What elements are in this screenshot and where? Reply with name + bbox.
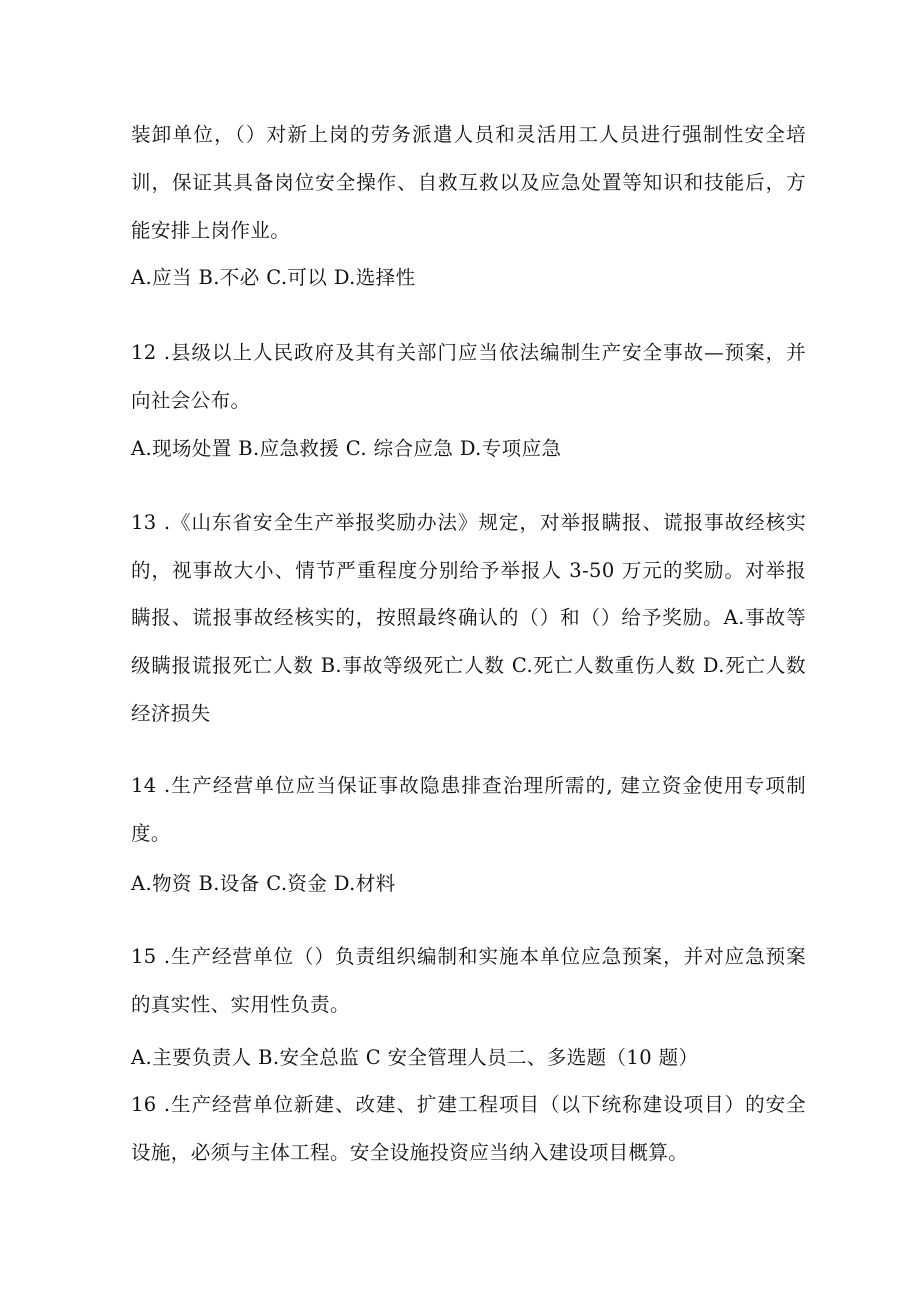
q15-options: A.主要负责人 B.安全总监 C 安全管理人员二、多选题（10 题） — [131, 1046, 699, 1069]
q16-line-1: 16 .生产经营单位新建、改建、扩建工程项目（以下统称建设项目）的安全 — [131, 1093, 806, 1116]
q16-line-2: 设施，必须与主体工程。安全设施投资应当纳入建设项目概算。 — [131, 1141, 689, 1164]
q12-line-2: 向社会公布。 — [131, 389, 251, 412]
q15-line-2: 的真实性、实用性负责。 — [131, 993, 350, 1016]
q13-line-3: 瞒报、谎报事故经核实的，按照最终确认的（）和（）给予奖励。A.事故等 — [131, 606, 806, 629]
q14-options: A.物资 B.设备 C.资金 D.材料 — [131, 872, 396, 895]
q12-line-1: 12 .县级以上人民政府及其有关部门应当依法编制生产安全事故—预案，并 — [131, 341, 806, 364]
q14-line-1: 14 .生产经营单位应当保证事故隐患排查治理所需的, 建立资金使用专项制 — [131, 774, 806, 797]
q13-line-5: 经济损失 — [131, 702, 211, 725]
q13-line-1: 13 .《山东省安全生产举报奖励办法》规定，对举报瞒报、谎报事故经核实 — [131, 511, 806, 534]
q11-line-1: 装卸单位，（）对新上岗的劳务派遣人员和灵活用工人员进行强制性安全培 — [131, 123, 806, 146]
q11-line-3: 能安排上岗作业。 — [131, 219, 291, 242]
q11-line-2: 训，保证其具备岗位安全操作、自救互救以及应急处置等知识和技能后，方 — [131, 171, 806, 194]
q11-options: A.应当 B.不必 C.可以 D.选择性 — [131, 266, 416, 289]
q15-line-1: 15 .生产经营单位（）负责组织编制和实施本单位应急预案，并对应急预案 — [131, 945, 806, 968]
q13-line-4: 级瞒报谎报死亡人数 B.事故等级死亡人数 C.死亡人数重伤人数 D.死亡人数 — [131, 654, 806, 677]
q14-line-2: 度。 — [131, 822, 171, 845]
q13-line-2: 的，视事故大小、情节严重程度分别给予举报人 3-50 万元的奖励。对举报 — [131, 559, 806, 582]
q12-options: A.现场处置 B.应急救援 C. 综合应急 D.专项应急 — [131, 437, 562, 460]
